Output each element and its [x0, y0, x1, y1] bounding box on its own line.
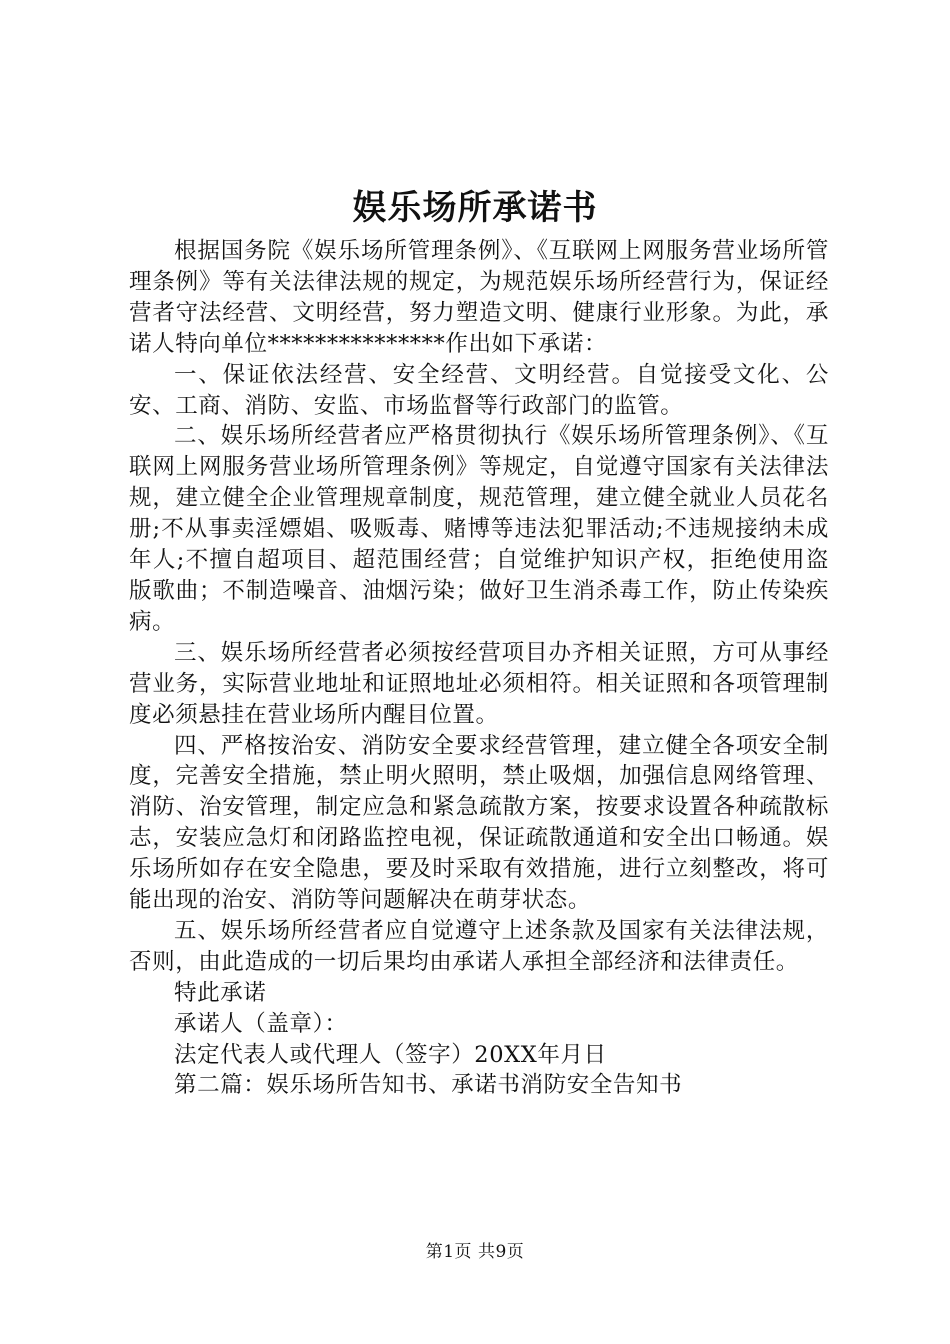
clause-1-paragraph: 一、保证依法经营、安全经营、文明经营。自觉接受文化、公安、工商、消防、安监、市场监督等行政部门的监管。 — [129, 361, 829, 419]
clause-3-paragraph: 三、娱乐场所经营者必须按经营项目办齐相关证照，方可从事经营业务，实际营业地址和证照地址必须相符。相关证照和各项管理制度必须悬挂在营业场所内醒目位置。 — [129, 639, 829, 728]
signatory-seal-line: 承诺人（盖章）： — [174, 1010, 348, 1037]
intro-paragraph: 根据国务院《娱乐场所管理条例》、《互联网上网服务营业场所管理条例》等有关法律法规的规定，为规范娱乐场所经营行为，保证经营者守法经营、文明经营，努力塑造文明、健康行业形象。为此，承诺人特向单位***************作出如下承诺： — [129, 238, 829, 357]
closing-statement: 特此承诺 — [174, 979, 267, 1006]
second-article-heading: 第二篇：娱乐场所告知书、承诺书消防安全告知书 — [174, 1072, 683, 1099]
clause-2-paragraph: 二、娱乐场所经营者应严格贯彻执行《娱乐场所管理条例》、《互联网上网服务营业场所管理条例》等规定，自觉遵守国家有关法律法规，建立健全企业管理规章制度，规范管理，建立健全就业人员花名册;不从事卖淫嫖娼、吸贩毒、赌博等违法犯罪活动;不违规接纳未成年人;不擅自超项目、超范围经营；自觉维护知识产权，拒绝使用盗版歌曲；不制造噪音、油烟污染；做好卫生消杀毒工作，防止传染疾病。 — [129, 423, 829, 635]
page-number: 第1页 共9页 — [425, 1242, 525, 1262]
document-title: 娱乐场所承诺书 — [352, 188, 598, 228]
representative-signature-line: 法定代表人或代理人（签字）20XX年月日 — [174, 1041, 607, 1068]
document-body — [129, 236, 829, 1101]
clause-5-paragraph: 五、娱乐场所经营者应自觉遵守上述条款及国家有关法律法规，否则，由此造成的一切后果均由承诺人承担全部经济和法律责任。 — [129, 917, 829, 975]
clause-4-paragraph: 四、严格按治安、消防安全要求经营管理，建立健全各项安全制度，完善安全措施，禁止明火照明，禁止吸烟，加强信息网络管理、消防、治安管理，制定应急和紧急疏散方案，按要求设置各种疏散标志，安装应急灯和闭路监控电视，保证疏散通道和安全出口畅通。娱乐场所如存在安全隐患，要及时采取有效措施，进行立刻整改，将可能出现的治安、消防等问题解决在萌芽状态。 — [129, 732, 829, 914]
